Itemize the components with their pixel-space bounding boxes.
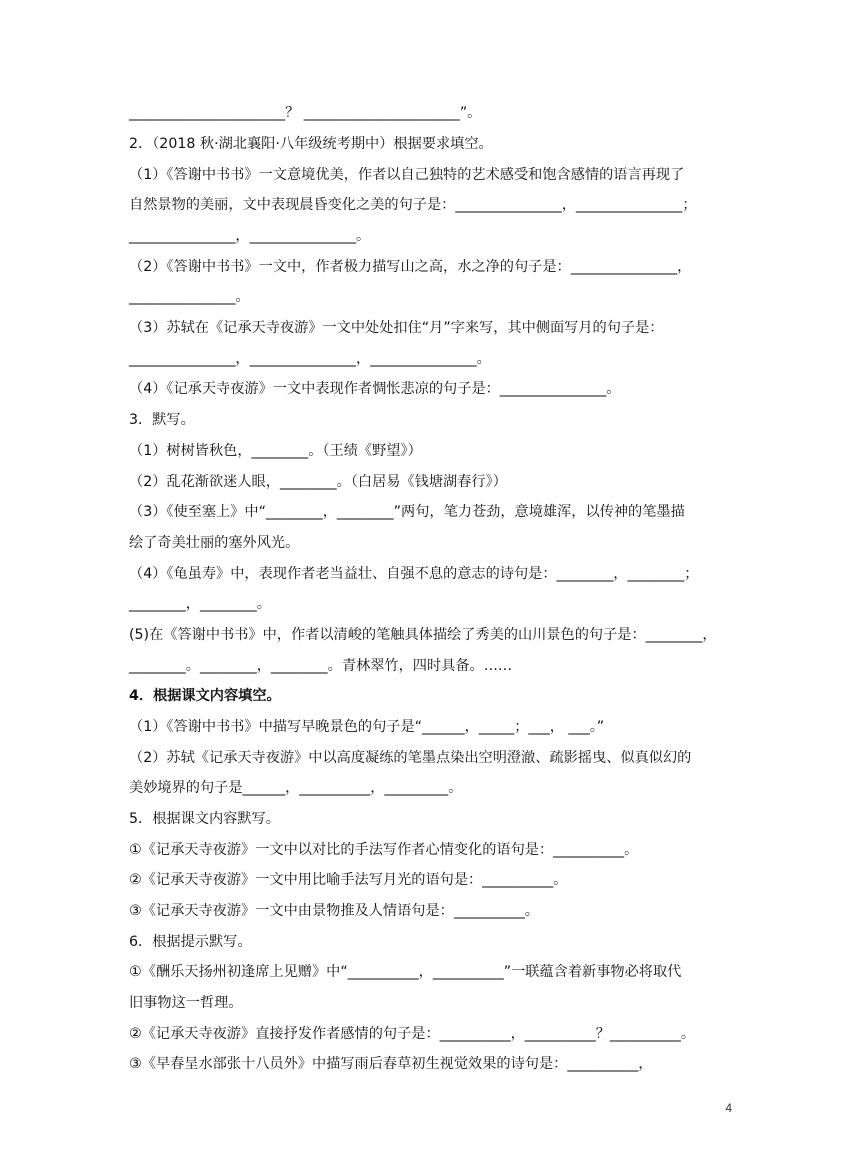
text-line: ③《早春呈水部张十八员外》中描写雨后春草初生视觉效果的诗句是：__________， bbox=[129, 1056, 653, 1072]
text-line: ________，________。 bbox=[129, 596, 271, 612]
text-line: ________。________，________。青林翠竹，四时具备。…… bbox=[129, 658, 513, 674]
text-line: ①《酬乐天扬州初逢席上见赠》中“__________，__________”一联蕴含着新事物必将取代 bbox=[129, 964, 682, 980]
text-line: _______________，_______________，_______________。 bbox=[129, 351, 491, 367]
question-6-heading: 6．根据提示默写。 bbox=[129, 934, 252, 950]
question-4-heading: 4．根据课文内容填空。 bbox=[129, 688, 281, 704]
text-line: ①《记承天寺夜游》一文中以对比的手法写作者心情变化的语句是：__________。 bbox=[129, 842, 639, 858]
text-line: _______________。 bbox=[129, 289, 250, 305]
text-line: （1）树树皆秋色，________。（王绩《野望》） bbox=[129, 443, 422, 459]
text-line: 美妙境界的句子是______，__________，_________。 bbox=[129, 780, 463, 796]
text-line: (5)在《答谢中书书》中，作者以清峻的笔触具体描绘了秀美的山川景色的句子是：________， bbox=[129, 627, 717, 643]
text-line: ③《记承天寺夜游》一文中由景物推及人情语句是：__________。 bbox=[129, 903, 539, 919]
text-line: （2）苏轼《记承天寺夜游》中以高度凝练的笔墨点染出空明澄澈、疏影摇曳、似真似幻的 bbox=[129, 750, 692, 766]
text-line: ②《记承天寺夜游》直接抒发作者感情的句子是：__________，__________？__________。 bbox=[129, 1026, 696, 1042]
question-3-heading: 3．默写。 bbox=[129, 412, 195, 428]
text-line: 绘了奇美壮丽的塞外风光。 bbox=[129, 535, 300, 551]
text-line: 旧事物这一哲理。 bbox=[129, 995, 243, 1011]
text-line: ______________________？ ______________________”。 bbox=[129, 105, 482, 121]
text-line: （4）《记承天寺夜游》一文中表现作者惆怅悲凉的句子是：_______________。 bbox=[129, 381, 621, 397]
text-line: （1）《答谢中书书》中描写早晚景色的句子是“______，_____；___， ___。” bbox=[129, 719, 605, 735]
text-line: （4）《龟虽寿》中，表现作者老当益壮、自强不息的意志的诗句是：________，________； bbox=[129, 566, 699, 582]
text-line: （1）《答谢中书书》一文意境优美，作者以自己独特的艺术感受和饱含感情的语言再现了 bbox=[129, 167, 685, 183]
text-line: （2）《答谢中书书》一文中，作者极力描写山之高，水之净的句子是：_______________， bbox=[129, 259, 692, 275]
question-5-heading: 5．根据课文内容默写。 bbox=[129, 811, 280, 827]
text-line: ②《记承天寺夜游》一文中用比喻手法写月光的语句是：__________。 bbox=[129, 872, 568, 888]
text-line: （3）《使至塞上》中“________，________”两句，笔力苍劲，意境雄浑，以传神的笔墨描 bbox=[129, 504, 685, 520]
page-number: 4 bbox=[725, 1101, 732, 1115]
text-line: 自然景物的美丽，文中表现晨昏变化之美的句子是：_______________，_______________； bbox=[129, 197, 697, 213]
text-line: （2）乱花渐欲迷人眼，________。（白居易《钱塘湖春行》） bbox=[129, 474, 507, 490]
text-line: _______________，_______________。 bbox=[129, 228, 371, 244]
text-line: （3）苏轼在《记承天寺夜游》一文中处处扣住“月”字来写，其中侧面写月的句子是： bbox=[129, 320, 664, 336]
question-2-heading: 2．（2018 秋·湖北襄阳·八年级统考期中）根据要求填空。 bbox=[129, 136, 493, 152]
